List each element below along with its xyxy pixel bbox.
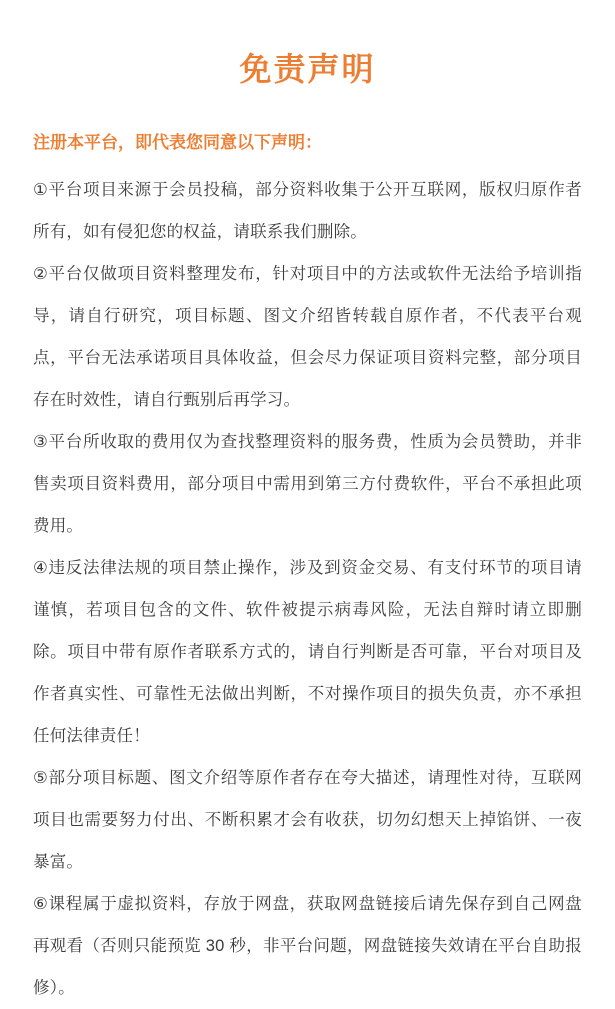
disclaimer-paragraph-1: ①平台项目来源于会员投稿，部分资料收集于公开互联网，版权归原作者所有，如有侵犯您的权益，请联系我们删除。 xyxy=(33,181,582,242)
disclaimer-body xyxy=(33,169,582,1009)
disclaimer-paragraph-4: ④违反法律法规的项目禁止操作，涉及到资金交易、有支付环节的项目请谨慎，若项目包含的文件、软件被提示病毒风险，无法自辩时请立即删除。项目中带有原作者联系方式的，请自行判断是否可靠，平台对项目及作者真实性、可靠性无法做出判断，不对操作项目的损失负责，亦不承担任何法律责任！ xyxy=(33,559,582,746)
agreement-notice: 注册本平台，即代表您同意以下声明： xyxy=(33,133,322,153)
disclaimer-paragraph-2: ②平台仅做项目资料整理发布，针对项目中的方法或软件无法给予培训指导，请自行研究，项目标题、图文介绍皆转载自原作者，不代表平台观点，平台无法承诺项目具体收益，但会尽力保证项目资料完整，部分项目存在时效性，请自行甄别后再学习。 xyxy=(33,265,582,410)
page-title: 免责声明 xyxy=(239,51,376,87)
disclaimer-paragraph-6: ⑥课程属于虚拟资料，存放于网盘，获取网盘链接后请先保存到自己网盘再观看（否则只能预览 30 秒，非平台问题，网盘链接失效请在平台自助报修）。 xyxy=(33,895,582,998)
disclaimer-paragraph-3: ③平台所收取的费用仅为查找整理资料的服务费，性质为会员赞助，并非售卖项目资料费用，部分项目中需用到第三方付费软件，平台不承担此项费用。 xyxy=(33,433,582,536)
disclaimer-paragraph-5: ⑤部分项目标题、图文介绍等原作者存在夸大描述，请理性对待，互联网项目也需要努力付出、不断积累才会有收获，切勿幻想天上掉馅饼、一夜暴富。 xyxy=(33,769,582,872)
